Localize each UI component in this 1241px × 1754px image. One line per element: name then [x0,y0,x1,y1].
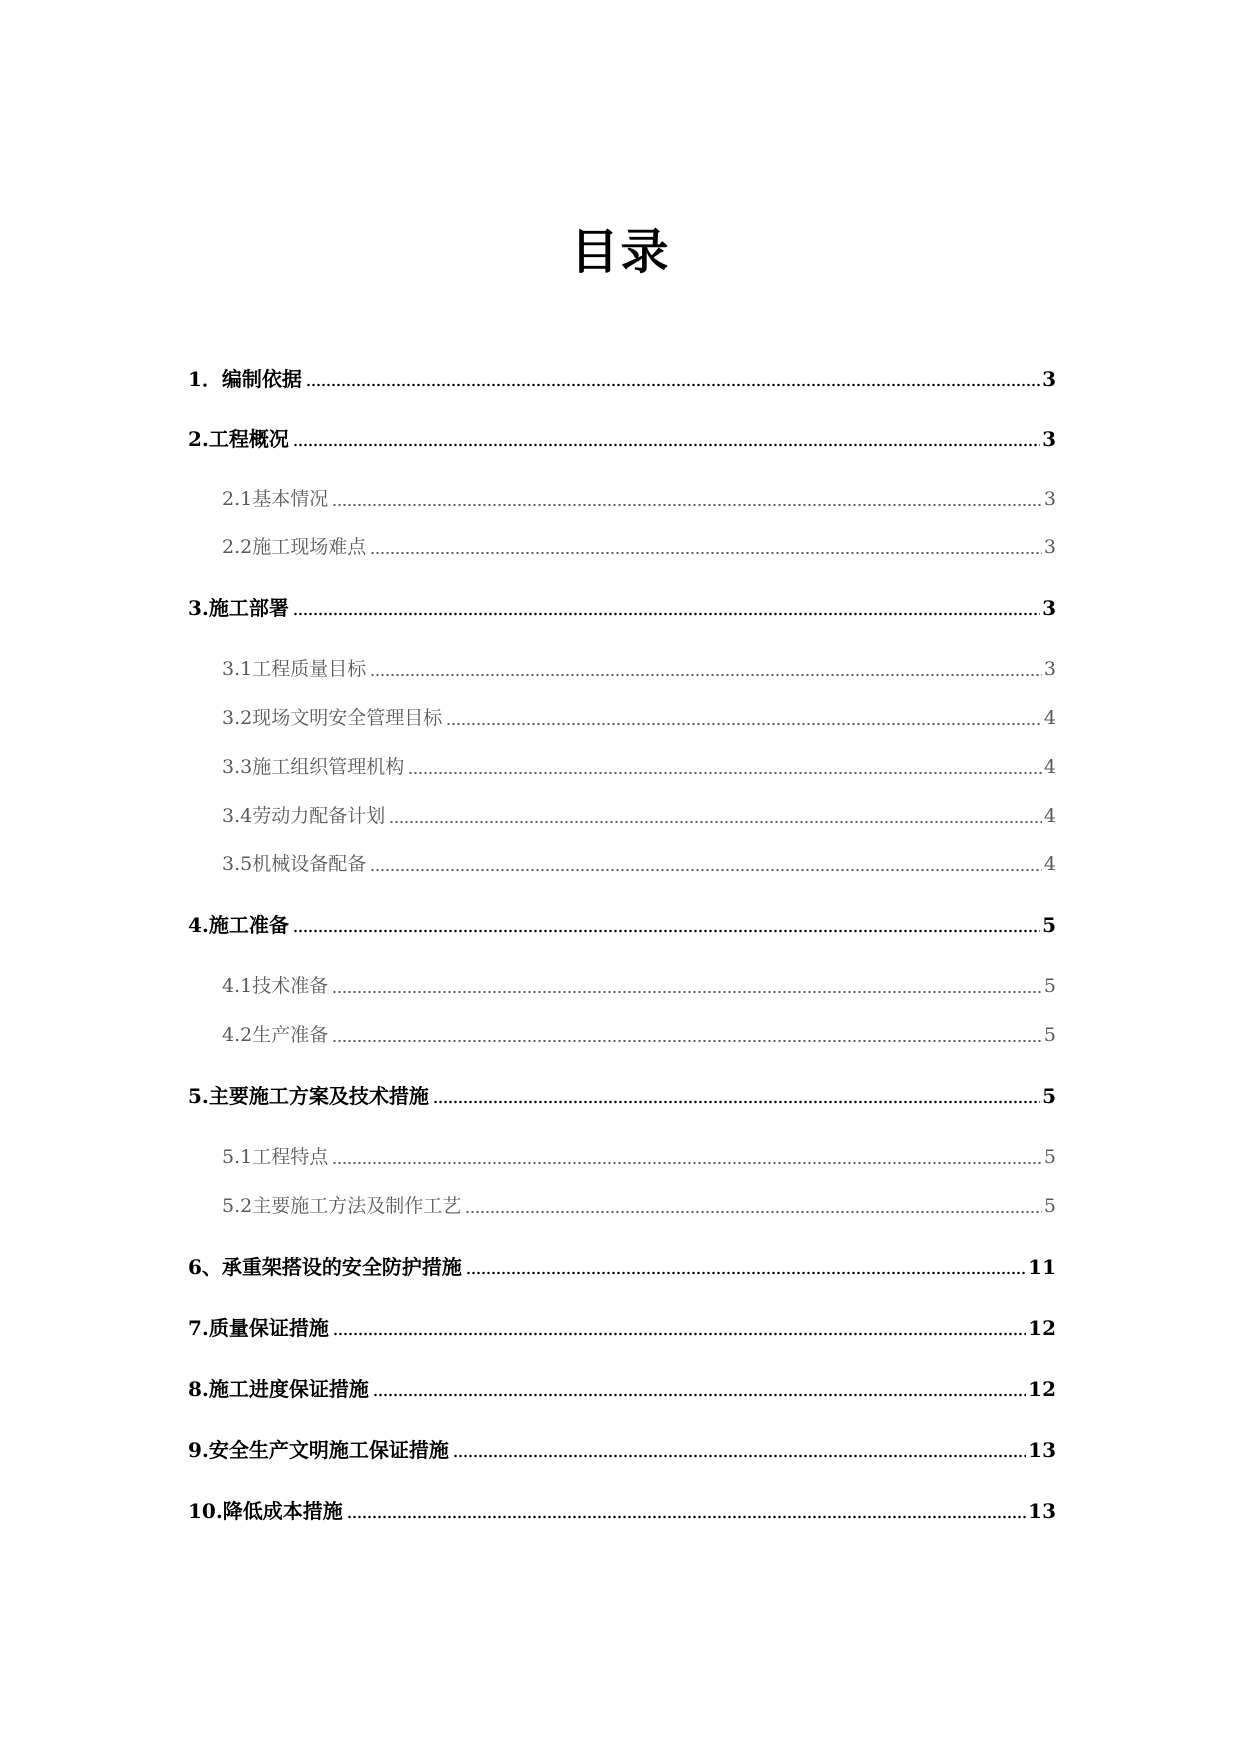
toc-entry-label: 4.1技术准备 [222,975,329,997]
toc-entry-page: 4 [1043,853,1056,875]
toc-dot-leader [373,1393,1026,1397]
toc-dot-leader [370,868,1042,872]
toc-dot-leader [453,1454,1026,1458]
toc-entry-page: 5 [1043,1195,1056,1217]
toc-entry-page: 5 [1042,1084,1056,1108]
toc-dot-leader [370,673,1042,677]
toc-dot-leader [332,503,1042,507]
toc-entry[interactable] [188,1372,1056,1402]
toc-entry-label: 3.1工程质量目标 [222,658,367,680]
toc-entry[interactable] [222,847,1056,877]
toc-entry-page: 12 [1028,1377,1056,1401]
toc-entry-label: 5.主要施工方案及技术措施 [188,1084,429,1108]
toc-entry[interactable] [188,1433,1056,1463]
toc-dot-leader [433,1100,1040,1104]
toc-entry-label: 7.质量保证措施 [188,1316,329,1340]
toc-dot-leader [370,551,1042,555]
toc-dot-leader [347,1515,1026,1519]
toc-dot-leader [306,383,1040,387]
toc-entry[interactable] [222,652,1056,682]
toc-entry-label: 2.1基本情况 [222,488,329,510]
toc-dot-leader [332,1039,1042,1043]
toc-entry-label: 3.5机械设备配备 [222,853,367,875]
toc-entry-label: 3.施工部署 [188,596,289,620]
toc-entry-label: 10.降低成本措施 [188,1499,343,1523]
toc-entry-label: 3.2现场文明安全管理目标 [222,707,443,729]
toc-entry-page: 4 [1043,805,1056,827]
toc-entry-label: 4.施工准备 [188,913,289,937]
toc-entry[interactable] [222,701,1056,731]
toc-entry[interactable] [188,591,1056,621]
toc-entry-label: 6、承重架搭设的安全防护措施 [188,1255,462,1279]
toc-entry-page: 3 [1043,658,1056,680]
toc-dot-leader [466,1271,1026,1275]
toc-entry-page: 3 [1042,596,1056,620]
toc-dot-leader [446,722,1042,726]
toc-entry-label: 1．编制依据 [188,367,302,391]
toc-entry-label: 3.4劳动力配备计划 [222,805,386,827]
toc-entry[interactable] [222,1189,1056,1219]
toc-entry-label: 5.1工程特点 [222,1146,329,1168]
toc-entry[interactable] [188,1311,1056,1341]
toc-entry-label: 9.安全生产文明施工保证措施 [188,1438,449,1462]
toc-entry-page: 5 [1042,913,1056,937]
toc-dot-leader [408,771,1042,775]
toc-entry[interactable] [222,799,1056,829]
toc-dot-leader [465,1210,1042,1214]
toc-entry-page: 5 [1043,1024,1056,1046]
toc-entry-label: 3.3施工组织管理机构 [222,756,405,778]
toc-dot-leader [293,612,1040,616]
toc-entry[interactable] [188,362,1056,392]
toc-entry-page: 11 [1028,1255,1056,1279]
toc-entry[interactable] [188,1250,1056,1280]
toc-entry-label: 4.2生产准备 [222,1024,329,1046]
toc-dot-leader [293,929,1040,933]
toc-entry[interactable] [188,422,1056,452]
toc-entry[interactable] [222,750,1056,780]
toc-entry-label: 2.2施工现场难点 [222,536,367,558]
toc-entry[interactable] [222,969,1056,999]
toc-entry-page: 5 [1043,975,1056,997]
toc-entry-label: 2.工程概况 [188,427,289,451]
toc-entry-page: 12 [1028,1316,1056,1340]
toc-dot-leader [333,1332,1026,1336]
toc-entry[interactable] [222,530,1056,560]
toc-entry-page: 3 [1042,367,1056,391]
toc-title: 目录 [570,224,671,280]
toc-entry-page: 3 [1043,536,1056,558]
toc-entry[interactable] [222,482,1056,512]
toc-entry-page: 4 [1043,756,1056,778]
toc-entry-page: 13 [1028,1438,1056,1462]
toc-entry-page: 13 [1028,1499,1056,1523]
toc-entry-page: 5 [1043,1146,1056,1168]
toc-dot-leader [332,990,1042,994]
toc-entry[interactable] [188,1494,1056,1524]
toc-entry-page: 4 [1043,707,1056,729]
toc-dot-leader [332,1161,1042,1165]
toc-dot-leader [293,443,1040,447]
toc-entry-page: 3 [1042,427,1056,451]
toc-entry-page: 3 [1043,488,1056,510]
toc-entry[interactable] [188,1079,1056,1109]
toc-entry-label: 8.施工进度保证措施 [188,1377,369,1401]
toc-entry[interactable] [188,908,1056,938]
toc-entry-label: 5.2主要施工方法及制作工艺 [222,1195,462,1217]
toc-dot-leader [389,820,1042,824]
toc-entry[interactable] [222,1140,1056,1170]
toc-entry[interactable] [222,1018,1056,1048]
